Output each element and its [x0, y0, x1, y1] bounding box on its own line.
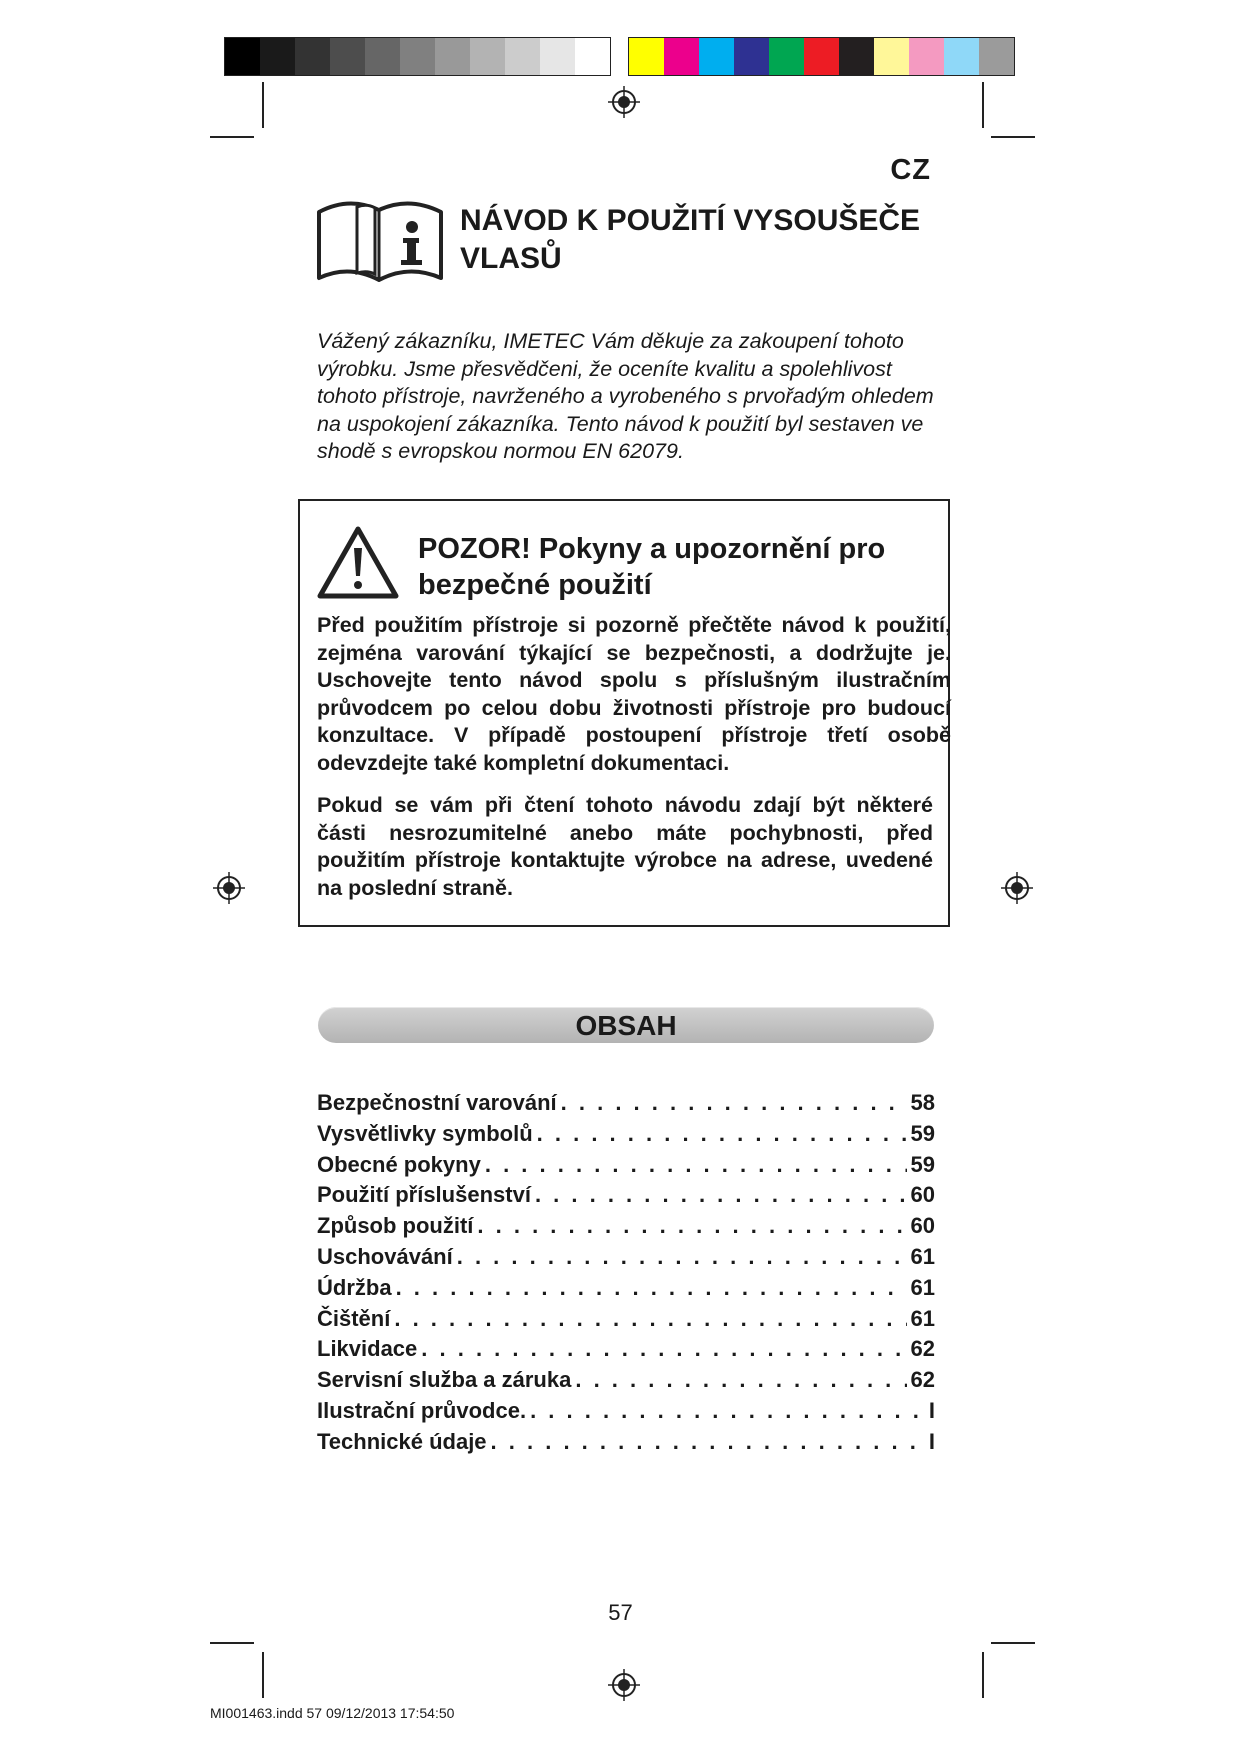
gray-swatch	[400, 38, 435, 75]
process-swatch	[979, 38, 1014, 75]
gray-swatch	[225, 38, 260, 75]
toc-item	[317, 1336, 935, 1367]
gray-swatch	[330, 38, 365, 75]
toc-item-label: Technické údaje	[317, 1428, 487, 1454]
toc-item	[317, 1367, 935, 1398]
toc-item-page: 61	[910, 1243, 935, 1269]
warning-paragraph-1: Před použitím přístroje si pozorně přečtěte návod k použití, zejména varování týkající se bezpečnosti, a dodržujte je. Uschovejte tento návod spolu s příslušným ilustračním průvodcem po celou dobu životnosti přístroje pro budoucí konzultace. V případě postoupení přístroje třetí osobě odevzdejte také kompletní dokumentaci.	[317, 613, 951, 775]
gray-swatch	[365, 38, 400, 75]
process-swatch	[629, 38, 664, 75]
toc-item-page: I	[928, 1428, 935, 1454]
gray-swatch	[505, 38, 540, 75]
toc-item-label: Bezpečnostní varování	[317, 1090, 557, 1115]
crop-mark	[262, 1652, 264, 1698]
toc-item-page: 58	[910, 1090, 935, 1115]
crop-mark	[210, 136, 254, 138]
toc-leader-dots	[561, 1090, 907, 1116]
toc-leader-dots	[421, 1336, 906, 1362]
gray-swatch	[260, 38, 295, 75]
warning-triangle-icon	[316, 524, 400, 600]
process-swatch	[944, 38, 979, 75]
warning-title: POZOR! Pokyny a upozornění pro bezpečné použití	[418, 533, 886, 601]
toc-leader-dots	[535, 1182, 907, 1208]
toc-item-page: 61	[910, 1305, 935, 1331]
toc-item-label: Použití příslušenství	[317, 1182, 531, 1208]
toc-item-page: 59	[910, 1151, 935, 1177]
gray-swatch	[575, 38, 610, 75]
gray-swatch	[540, 38, 575, 75]
toc-item-page: I	[928, 1397, 935, 1423]
toc-leader-dots	[457, 1244, 907, 1270]
toc-title: OBSAH	[575, 1010, 677, 1041]
process-swatch	[804, 38, 839, 75]
toc-item-label: Obecné pokyny	[317, 1151, 481, 1177]
toc-leader-dots	[394, 1306, 906, 1332]
toc-item-page: 62	[910, 1367, 935, 1393]
toc-leader-dots	[575, 1367, 906, 1393]
process-swatch	[909, 38, 944, 75]
book-info-icon	[315, 194, 445, 286]
toc-item-label: Servisní služba a záruka	[317, 1367, 572, 1393]
process-color-bar	[628, 37, 1015, 76]
crop-mark	[991, 1642, 1035, 1644]
registration-mark-icon	[607, 85, 641, 119]
toc-leader-dots	[491, 1429, 925, 1455]
process-swatch	[664, 38, 699, 75]
process-swatch	[839, 38, 874, 75]
toc-item-label: Údržba	[317, 1274, 392, 1300]
gray-swatch	[470, 38, 505, 75]
crop-mark	[210, 1642, 254, 1644]
toc-leader-dots	[537, 1121, 907, 1147]
warning-paragraph-2: Pokud se vám při čtení tohoto návodu zdají být některé části nesrozumitelné anebo máte pochybnosti, před použitím přístroje kontaktujte výrobce na adrese, uvedené na poslední straně.	[317, 793, 933, 900]
intro-text: Vážený zákazníku, IMETEC Vám děkuje za zakoupení tohoto výrobku. Jsme přesvědčeni, že oceníte kvalitu a spolehlivost tohoto přístroje, navrženého a vyrobeného s prvořadým ohledem na uspokojení zákazníka. Tento návod k použití byl sestaven ve shodě s evropskou normou EN 62079.	[317, 329, 934, 463]
toc-item	[317, 1244, 935, 1275]
page-title: NÁVOD K POUŽITÍ VYSOUŠEČE VLASŮ	[460, 204, 921, 275]
toc-item-page: 60	[910, 1213, 935, 1239]
registration-mark-icon	[607, 1668, 641, 1702]
toc-item	[317, 1213, 935, 1244]
language-code: CZ	[890, 154, 931, 186]
toc-item-label: Způsob použití	[317, 1213, 474, 1239]
crop-mark	[982, 1652, 984, 1698]
toc-leader-dots	[530, 1398, 925, 1424]
toc-item-page: 59	[910, 1120, 935, 1146]
process-swatch	[734, 38, 769, 75]
toc-item-label: Ilustrační průvodce.	[317, 1397, 527, 1423]
toc-item-page: 61	[910, 1274, 935, 1300]
crop-mark	[982, 82, 984, 128]
crop-mark	[262, 82, 264, 128]
toc-item-label: Čištění	[317, 1305, 391, 1331]
process-swatch	[874, 38, 909, 75]
gray-swatch	[435, 38, 470, 75]
toc-item	[317, 1090, 935, 1121]
toc-item	[317, 1275, 935, 1306]
toc-item	[317, 1152, 935, 1183]
page-number: 57	[608, 1600, 633, 1625]
toc-leader-dots	[477, 1213, 906, 1239]
toc-leader-dots	[485, 1152, 907, 1178]
toc-leader-dots	[396, 1275, 907, 1301]
toc-item	[317, 1121, 935, 1152]
toc-item	[317, 1306, 935, 1337]
toc-item-label: Uschovávání	[317, 1243, 453, 1269]
print-slug: MI001463.indd 57 09/12/2013 17:54:50	[210, 1705, 455, 1721]
crop-mark	[991, 136, 1035, 138]
gray-swatch	[295, 38, 330, 75]
registration-mark-icon	[212, 871, 246, 905]
grayscale-color-bar	[224, 37, 611, 76]
process-swatch	[769, 38, 804, 75]
toc-item	[317, 1398, 935, 1429]
process-swatch	[699, 38, 734, 75]
toc-item	[317, 1429, 935, 1460]
toc-item	[317, 1182, 935, 1213]
toc-item-label: Likvidace	[317, 1336, 418, 1362]
toc-item-label: Vysvětlivky symbolů	[317, 1120, 533, 1146]
toc-item-page: 62	[910, 1336, 935, 1362]
registration-mark-icon	[1000, 871, 1034, 905]
toc-item-page: 60	[910, 1182, 935, 1208]
table-of-contents	[317, 1090, 935, 1460]
